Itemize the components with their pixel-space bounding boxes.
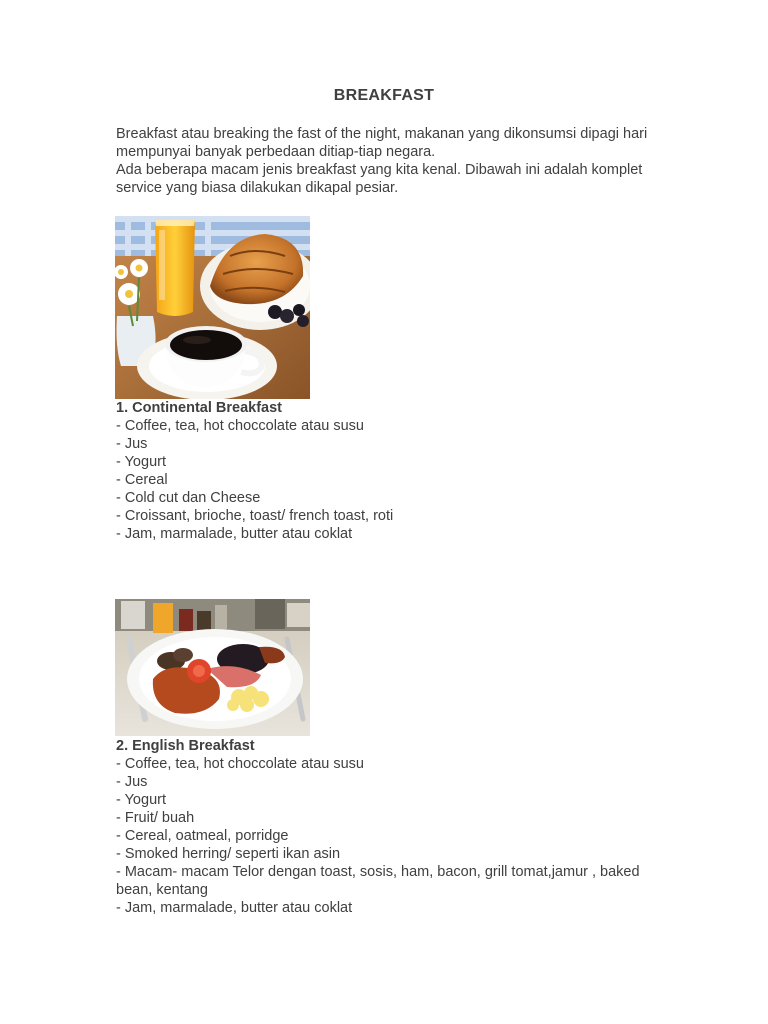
list-item: - Cold cut dan Cheese: [116, 490, 261, 506]
continental-breakfast-section: [116, 399, 676, 543]
list-item: - Yogurt: [116, 792, 166, 808]
section-heading: 2. English Breakfast: [116, 738, 255, 754]
document-title: BREAKFAST: [333, 87, 435, 104]
english-breakfast-section: [116, 737, 676, 917]
menu-list: [116, 417, 676, 543]
list-item: - Yogurt: [116, 454, 166, 470]
list-item: - Jam, marmalade, butter atau coklat: [116, 526, 353, 542]
section-heading: 1. Continental Breakfast: [116, 400, 282, 416]
list-item: - Coffee, tea, hot choccolate atau susu: [116, 418, 365, 434]
intro-paragraph: Ada beberapa macam jenis breakfast yang kita kenal. Dibawah ini adalah komplet service yang biasa dilakukan dikapal pesiar.: [116, 162, 643, 196]
intro-paragraph: Breakfast atau breaking the fast of the night, makanan yang dikonsumsi dipagi hari mempunyai banyak perbedaan ditiap-tiap negara.: [116, 126, 648, 160]
english-breakfast-photo: [115, 599, 310, 736]
list-item: - Jam, marmalade, butter atau coklat: [116, 900, 353, 916]
continental-breakfast-photo: [115, 216, 310, 399]
list-item: - Cereal, oatmeal, porridge: [116, 828, 289, 844]
intro-text: [116, 125, 676, 197]
list-item: - Fruit/ buah: [116, 810, 195, 826]
list-item: - Cereal: [116, 472, 168, 488]
list-item: - Coffee, tea, hot choccolate atau susu: [116, 756, 365, 772]
list-item: - Croissant, brioche, toast/ french toast, roti: [116, 508, 394, 524]
list-item: - Smoked herring/ seperti ikan asin: [116, 846, 341, 862]
list-item: - Macam- macam Telor dengan toast, sosis, ham, bacon, grill tomat,jamur , baked bean, kentang: [116, 864, 640, 898]
menu-list: [116, 755, 676, 917]
list-item: - Jus: [116, 436, 148, 452]
list-item: - Jus: [116, 774, 148, 790]
